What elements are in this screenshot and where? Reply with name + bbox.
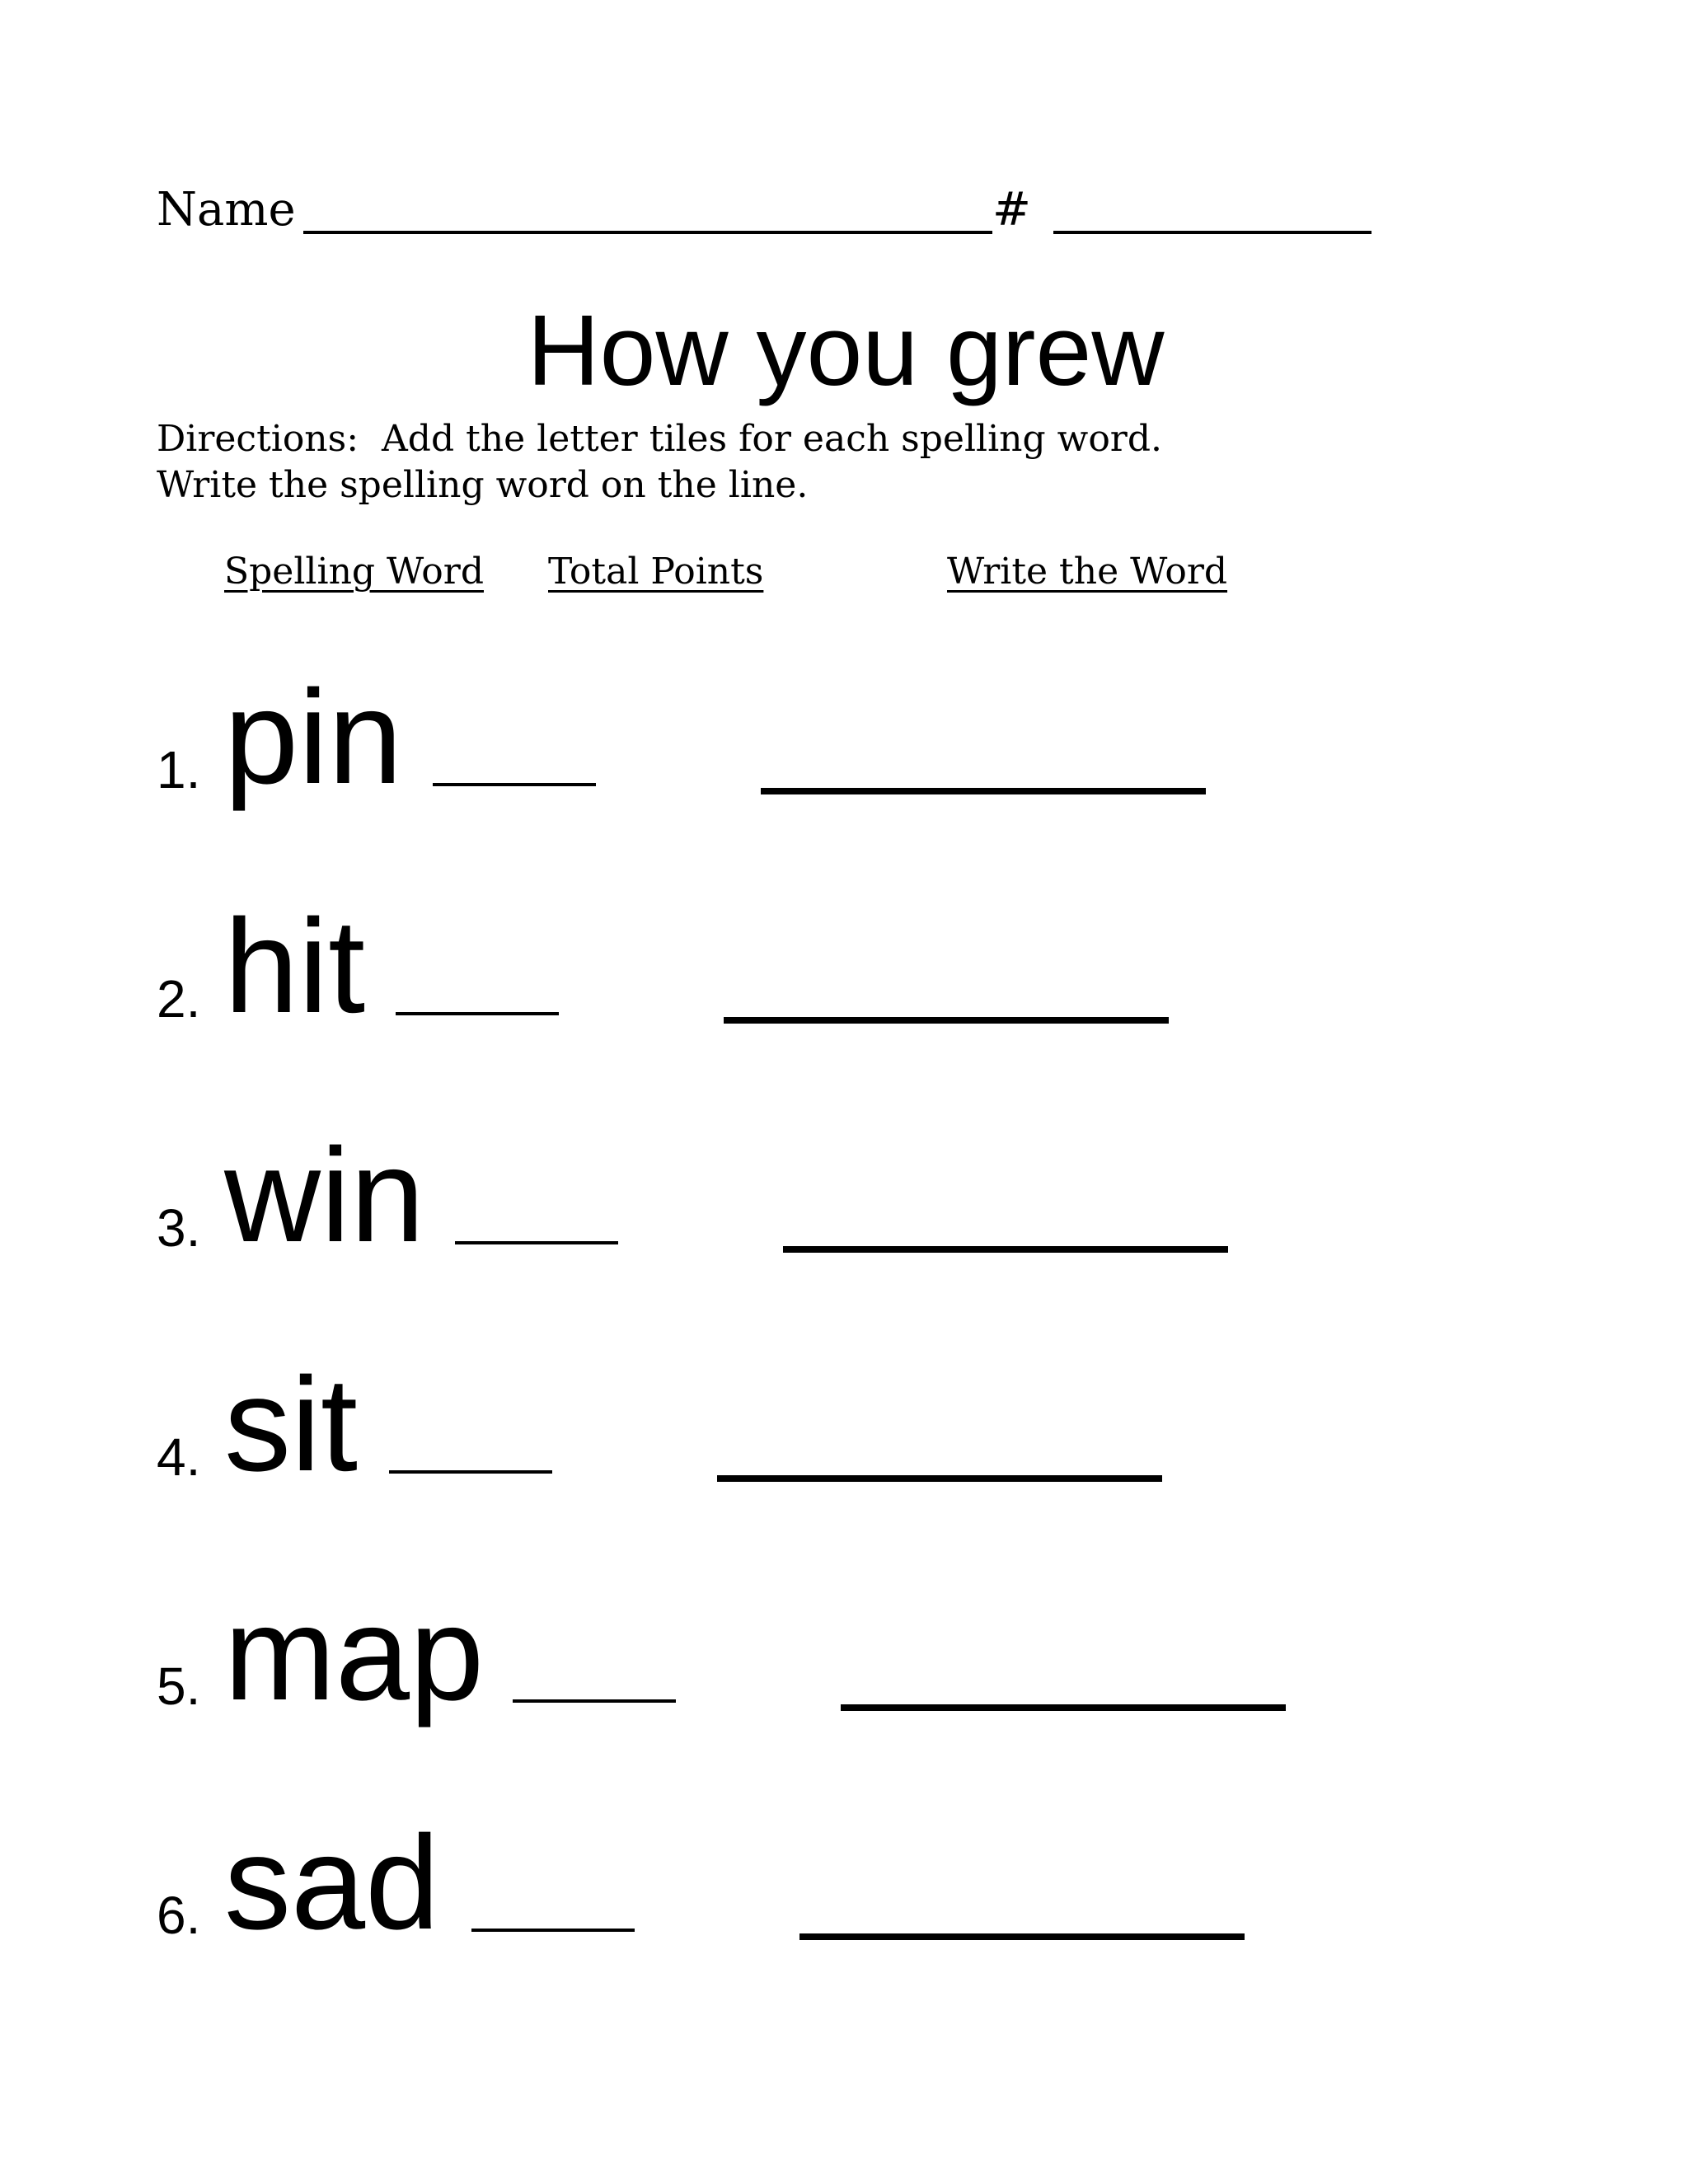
write-word-blank[interactable] bbox=[761, 788, 1206, 794]
name-blank-line[interactable] bbox=[303, 231, 992, 234]
worksheet-title-text: How you grew bbox=[527, 294, 1165, 406]
total-points-blank[interactable] bbox=[455, 1241, 618, 1244]
total-points-blank[interactable] bbox=[513, 1699, 676, 1703]
column-heading-write-the-word: Write the Word bbox=[947, 551, 1228, 593]
word-number: 4. bbox=[157, 1427, 201, 1487]
directions bbox=[157, 416, 1162, 509]
column-heading-total-points: Total Points bbox=[548, 551, 764, 593]
directions-line-2: Write the spelling word on the line. bbox=[157, 464, 809, 506]
word-row bbox=[157, 1568, 1640, 1732]
total-points-blank[interactable] bbox=[396, 1012, 559, 1015]
total-points-blank[interactable] bbox=[389, 1470, 552, 1474]
word-row bbox=[157, 1109, 1640, 1274]
word-number: 2. bbox=[157, 969, 201, 1029]
write-word-blank[interactable] bbox=[799, 1933, 1245, 1940]
spelling-word: pin bbox=[224, 663, 403, 812]
number-label: # bbox=[992, 183, 1031, 237]
write-word-blank[interactable] bbox=[724, 1017, 1169, 1024]
worksheet-title bbox=[0, 294, 1688, 406]
spelling-word: win bbox=[224, 1121, 425, 1270]
spelling-word: sit bbox=[224, 1350, 358, 1499]
total-points-blank[interactable] bbox=[433, 783, 596, 786]
total-points-blank[interactable] bbox=[471, 1929, 635, 1932]
write-word-blank[interactable] bbox=[783, 1246, 1228, 1253]
word-row bbox=[157, 651, 1640, 816]
word-row bbox=[157, 1797, 1640, 1961]
spelling-word: map bbox=[224, 1579, 485, 1728]
spelling-word: hit bbox=[224, 892, 366, 1041]
word-number: 1. bbox=[157, 740, 201, 799]
word-number: 6. bbox=[157, 1886, 201, 1945]
word-number: 5. bbox=[157, 1657, 201, 1716]
spelling-word: sad bbox=[224, 1808, 440, 1957]
column-heading-spelling-word: Spelling Word bbox=[224, 551, 484, 593]
word-number: 3. bbox=[157, 1198, 201, 1258]
number-blank-line[interactable] bbox=[1053, 231, 1372, 234]
word-row bbox=[157, 880, 1640, 1045]
write-word-blank[interactable] bbox=[841, 1704, 1286, 1711]
word-row bbox=[157, 1338, 1640, 1503]
name-label: Name bbox=[157, 183, 296, 237]
directions-line-1: Directions: Add the letter tiles for each spelling word. bbox=[157, 418, 1162, 460]
write-word-blank[interactable] bbox=[717, 1475, 1162, 1482]
